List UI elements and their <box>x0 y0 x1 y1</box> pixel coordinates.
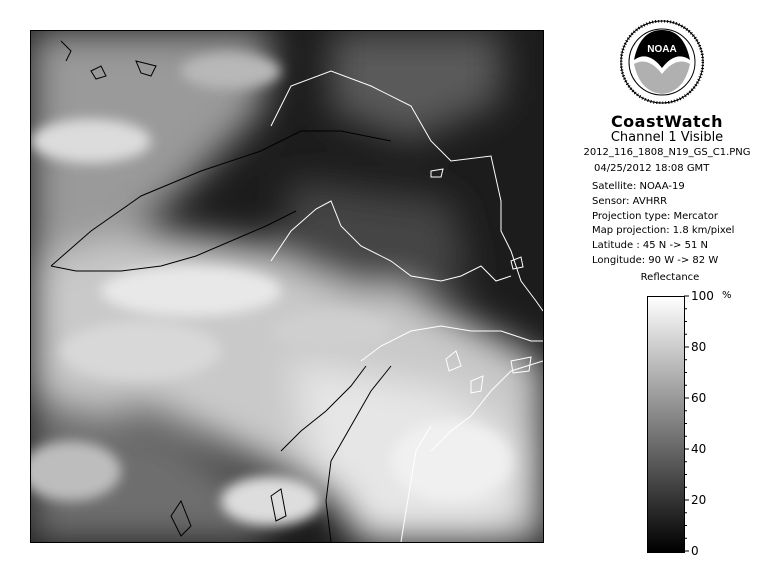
legend-unit: % <box>722 290 732 301</box>
channel-label: Channel 1 Visible <box>610 130 724 145</box>
map-projection-label: Map projection: 1.8 km/pixel <box>592 225 735 236</box>
datetime-label: 04/25/2012 18:08 GMT <box>594 163 710 174</box>
colorbar-tick-label: 0 <box>691 544 699 558</box>
longitude-label: Longitude: 90 W -> 82 W <box>592 255 719 266</box>
colorbar-tick-label: 60 <box>691 391 707 405</box>
legend-title: Reflectance <box>640 272 700 283</box>
latitude-label: Latitude : 45 N -> 51 N <box>592 240 708 251</box>
projection-type-label: Projection type: Mercator <box>592 211 718 222</box>
filename-label: 2012_116_1808_N19_GS_C1.PNG <box>583 147 751 158</box>
colorbar-tick-label: 40 <box>691 442 707 456</box>
colorbar-tick-label: 20 <box>691 493 707 507</box>
colorbar-tick-label: 80 <box>691 340 707 354</box>
satellite-label: Satellite: NOAA-19 <box>592 181 685 192</box>
app-title: CoastWatch <box>610 112 724 131</box>
sensor-label: Sensor: AVHRR <box>592 196 668 207</box>
colorbar-tick-label: 100 <box>691 289 714 303</box>
logo-text: NOAA <box>647 44 677 55</box>
